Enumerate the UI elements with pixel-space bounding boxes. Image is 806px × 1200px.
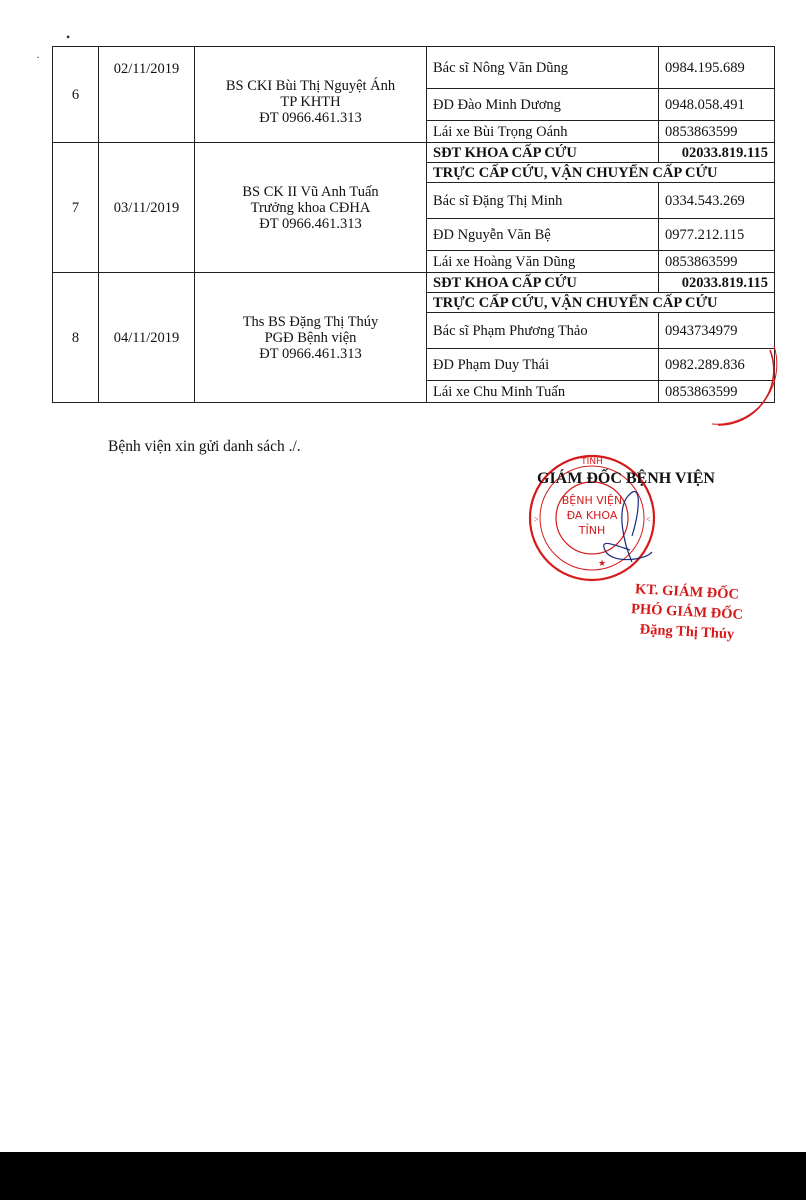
duty-date: 02/11/2019: [99, 47, 195, 143]
duty-leader: [195, 47, 427, 143]
staff-role: ĐD Nguyễn Văn Bệ: [427, 219, 659, 251]
hospital-stamp-icon: [520, 440, 680, 590]
emergency-hotline-label: SĐT KHOA CẤP CỨU: [427, 143, 659, 163]
duty-date: 04/11/2019: [99, 273, 195, 403]
staff-phone: 0853863599: [659, 121, 775, 143]
svg-text:<: <: [646, 515, 651, 524]
svg-text:TỈNH: TỈNH: [581, 457, 603, 467]
signature-title: GIÁM ĐỐC BỆNH VIỆN: [537, 470, 715, 487]
signer-role: KT. GIÁM ĐỐC: [634, 581, 740, 603]
staff-phone: 0334.543.269: [659, 183, 775, 219]
scan-mark: •: [66, 30, 71, 44]
svg-text:ĐA KHOA: ĐA KHOA: [566, 509, 618, 522]
row-number: 8: [53, 273, 99, 403]
table-row: [53, 273, 775, 293]
leader-position: PGĐ Bệnh viện: [264, 329, 357, 346]
staff-role: ĐD Đào Minh Dương: [427, 89, 659, 121]
staff-phone: 0977.212.115: [659, 219, 775, 251]
duty-date: 03/11/2019: [99, 143, 195, 273]
leader-phone: ĐT 0966.461.313: [259, 109, 362, 126]
leader-position: Trưởng khoa CĐHA: [250, 199, 371, 216]
staff-role: Lái xe Hoàng Văn Dũng: [427, 251, 659, 273]
staff-role: Bác sĩ Nông Văn Dũng: [427, 47, 659, 89]
duty-section-heading: TRỰC CẤP CỨU, VẬN CHUYỂN CẤP CỨU: [427, 163, 775, 183]
svg-text:BỆNH VIỆN: BỆNH VIỆN: [561, 494, 623, 507]
signer-role: PHÓ GIÁM ĐỐC: [630, 601, 744, 623]
staff-role: Bác sĩ Phạm Phương Thảo: [427, 313, 659, 349]
duty-section-heading: TRỰC CẤP CỨU, VẬN CHUYỂN CẤP CỨU: [427, 293, 775, 313]
staff-phone: 0982.289.836: [659, 349, 775, 381]
leader-name: BS CK II Vũ Anh Tuấn: [242, 183, 379, 200]
row-number: 6: [53, 47, 99, 143]
staff-role: Bác sĩ Đặng Thị Minh: [427, 183, 659, 219]
svg-text:>: >: [534, 515, 539, 524]
staff-phone: 0984.195.689: [659, 47, 775, 89]
leader-position: TP KHTH: [280, 93, 341, 110]
leader-name: BS CKI Bùi Thị Nguyệt Ánh: [225, 77, 396, 94]
scan-bottom-border: [0, 1152, 806, 1200]
leader-phone: ĐT 0966.461.313: [259, 215, 362, 232]
emergency-hotline-label: SĐT KHOA CẤP CỨU: [427, 273, 659, 293]
page-edge-seal-icon: [708, 340, 778, 430]
scan-mark: ·: [36, 50, 40, 64]
table-row: [53, 47, 775, 89]
duty-leader: [195, 143, 427, 273]
signer-name: Đặng Thị Thúy: [639, 621, 735, 643]
leader-phone: ĐT 0966.461.313: [259, 345, 362, 362]
svg-text:★: ★: [598, 558, 607, 568]
staff-phone: 0853863599: [659, 251, 775, 273]
signer-block: [612, 582, 762, 642]
table-row: [53, 143, 775, 163]
svg-text:TỈNH: TỈNH: [578, 524, 606, 537]
emergency-hotline-phone: 02033.819.115: [659, 143, 775, 163]
duty-leader: [195, 273, 427, 403]
leader-name: Ths BS Đặng Thị Thúy: [242, 313, 379, 330]
staff-role: ĐD Phạm Duy Thái: [427, 349, 659, 381]
staff-role: Lái xe Bùi Trọng Oánh: [427, 121, 659, 143]
staff-phone: 0943734979: [659, 313, 775, 349]
closing-statement: Bệnh viện xin gửi danh sách ./.: [108, 438, 301, 455]
staff-role: Lái xe Chu Minh Tuấn: [427, 381, 659, 403]
row-number: 7: [53, 143, 99, 273]
duty-roster-table: [52, 46, 775, 403]
staff-phone: 0853863599: [659, 381, 775, 403]
staff-phone: 0948.058.491: [659, 89, 775, 121]
emergency-hotline-phone: 02033.819.115: [659, 273, 775, 293]
